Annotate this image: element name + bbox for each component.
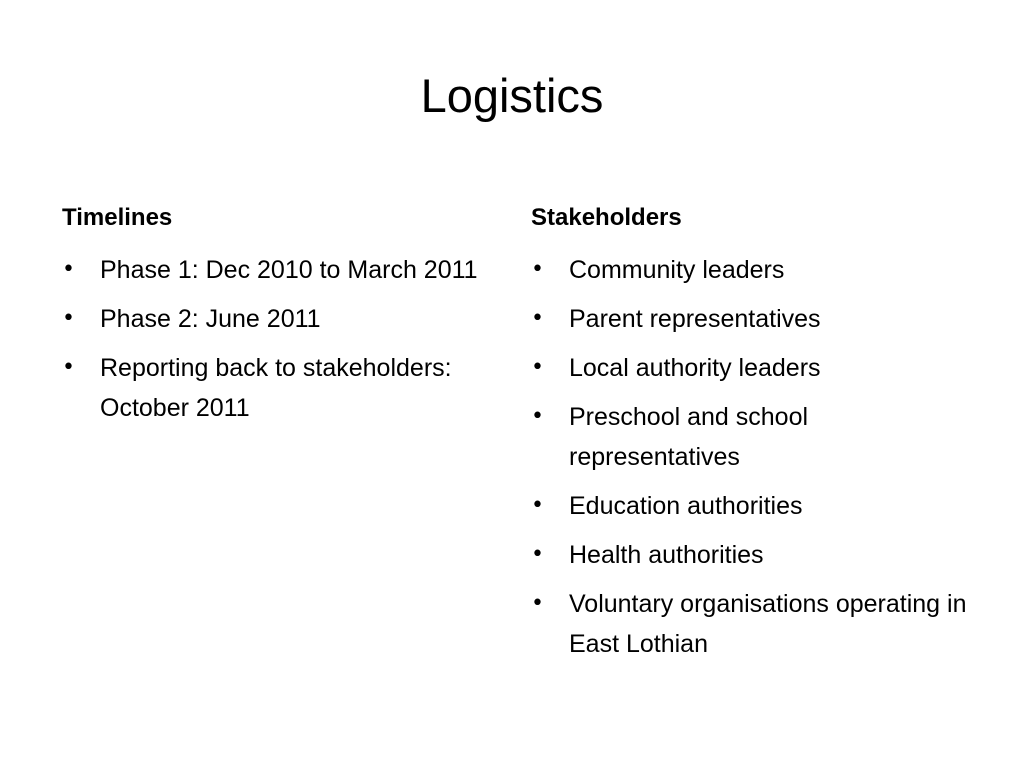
list-item-text: Reporting back to stakeholders: October 2011: [100, 354, 452, 422]
timelines-heading: Timelines: [62, 204, 173, 231]
stakeholders-heading: Stakeholders: [531, 204, 682, 231]
list-item: [531, 535, 971, 575]
list-item: [62, 250, 502, 290]
bullet-icon: •: [531, 591, 544, 616]
list-item-text: Phase 2: June 2011: [100, 305, 321, 333]
timelines-list: [62, 250, 502, 428]
timelines-column: [62, 199, 502, 437]
list-item-text: Phase 1: Dec 2010 to March 2011: [100, 256, 478, 284]
list-item: [531, 486, 971, 526]
list-item: [531, 250, 971, 290]
list-item: [531, 348, 971, 388]
list-item: [531, 299, 971, 339]
list-item: [531, 584, 971, 664]
list-item-text: Education authorities: [569, 492, 803, 520]
slide-title: Logistics: [420, 69, 604, 122]
bullet-icon: •: [531, 306, 544, 331]
bullet-icon: •: [531, 257, 544, 282]
bullet-icon: •: [62, 355, 75, 380]
bullet-icon: •: [531, 493, 544, 518]
bullet-icon: •: [531, 404, 544, 429]
list-item-text: Voluntary organisations operating in East Lothian: [569, 590, 967, 658]
stakeholders-list: [531, 250, 971, 664]
bullet-icon: •: [531, 355, 544, 380]
list-item-text: Health authorities: [569, 541, 764, 569]
bullet-icon: •: [531, 542, 544, 567]
bullet-icon: •: [62, 257, 75, 282]
list-item-text: Preschool and school representatives: [569, 403, 809, 471]
list-item: [62, 348, 502, 428]
list-item: [62, 299, 502, 339]
list-item: [531, 397, 971, 477]
stakeholders-column: [531, 199, 971, 673]
list-item-text: Parent representatives: [569, 305, 821, 333]
bullet-icon: •: [62, 306, 75, 331]
list-item-text: Local authority leaders: [569, 354, 821, 382]
list-item-text: Community leaders: [569, 256, 785, 284]
